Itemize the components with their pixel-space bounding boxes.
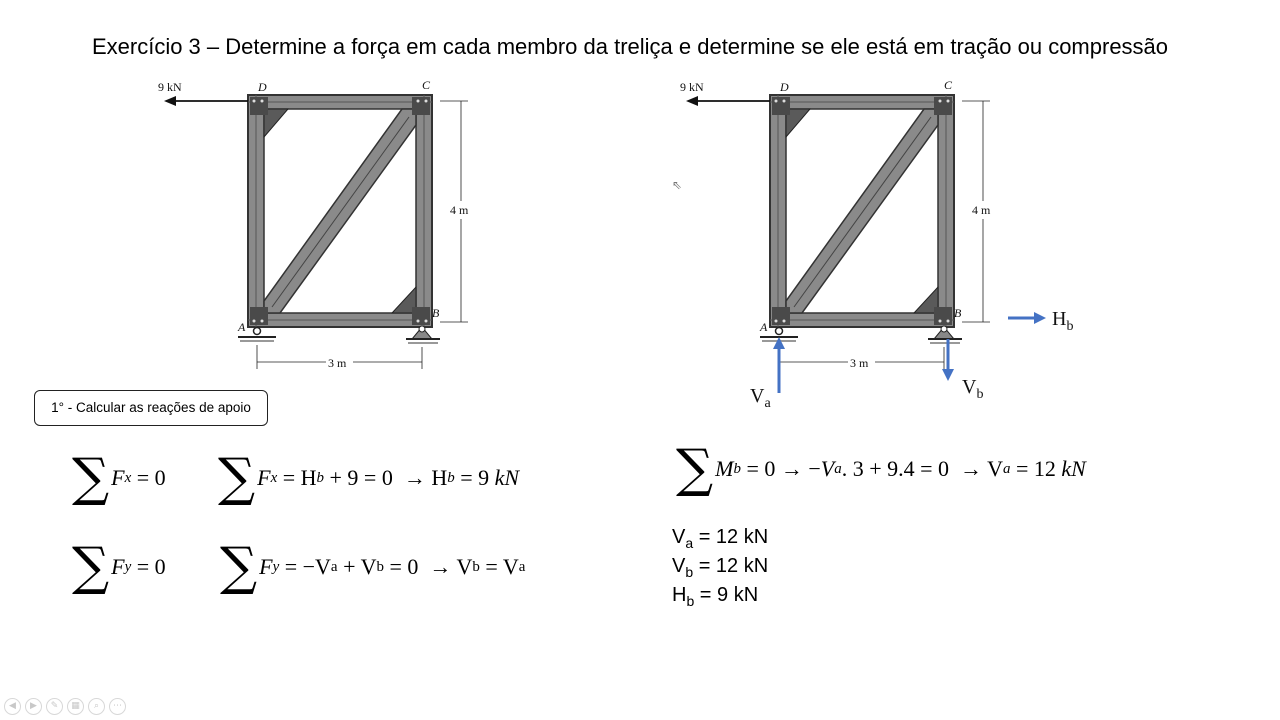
sum-symbol: ∑ — [676, 439, 714, 499]
more-options-icon[interactable]: ⋯ — [109, 698, 126, 715]
result-hb: $H_b = 9$ kN — [672, 584, 759, 609]
truss-figure-left — [150, 75, 490, 375]
node-a-label: A — [238, 320, 246, 334]
slideshow-controls — [4, 698, 126, 715]
width-dimension: 3 m — [850, 356, 869, 370]
slide-title: Exercício 3 – Determine a força em cada membro da treliça e determine se ele está em tração ou compressão — [91, 34, 1169, 59]
pen-icon[interactable]: ✎ — [46, 698, 63, 715]
width-dimension: 3 m — [328, 356, 347, 370]
reaction-hb-arrow — [1008, 312, 1046, 324]
zoom-icon[interactable]: ⌕ — [88, 698, 105, 715]
next-slide-icon[interactable]: ▶ — [25, 698, 42, 715]
node-c-label: C — [422, 78, 431, 92]
node-c-label: C — [944, 78, 953, 92]
step-label-box: 1° - Calcular as reações de apoio — [34, 390, 268, 426]
previous-slide-icon[interactable]: ◀ — [4, 698, 21, 715]
load-label: 9 kN — [158, 80, 182, 94]
node-a-label: A — [760, 320, 768, 334]
sum-fy-solution: ∑ F y = −V a + V b = 0 → V b = V a — [220, 537, 526, 597]
result-va: $V_a = 12$ kN — [672, 526, 769, 551]
node-d-label: D — [780, 80, 789, 94]
height-dimension: 4 m — [450, 203, 469, 217]
truss-figure-right — [672, 75, 1112, 415]
result-vb: $V_b = 12$ kN — [672, 555, 769, 580]
node-d-label: D — [258, 80, 267, 94]
vb-label: $V_b$ — [962, 376, 984, 402]
sum-symbol: ∑ — [220, 537, 258, 597]
sum-fx-equation: ∑ F x = 0 — [72, 448, 166, 508]
sum-fx-solution: ∑ F x = H b + 9 = 0 → H b = 9 kN — [218, 448, 520, 508]
mouse-cursor-icon: ⇖ — [672, 178, 683, 192]
reaction-va-arrow — [773, 337, 785, 393]
slides-grid-icon[interactable]: ▦ — [67, 698, 84, 715]
node-b-label: B — [432, 306, 440, 320]
load-label: 9 kN — [680, 80, 704, 94]
truss-drawing — [686, 95, 990, 369]
sum-symbol: ∑ — [72, 448, 110, 508]
sum-symbol: ∑ — [72, 537, 110, 597]
va-label: $V_a$ — [750, 385, 771, 411]
sum-fy-equation: ∑ F y = 0 — [72, 537, 166, 597]
height-dimension: 4 m — [972, 203, 991, 217]
sum-symbol: ∑ — [218, 448, 256, 508]
node-b-label: B — [954, 306, 962, 320]
hb-label: $H_b$ — [1052, 308, 1074, 334]
truss-drawing — [164, 95, 468, 369]
sum-moment-b-equation: ∑ M b = 0 → − V a . 3 + 9.4 = 0 → V a = 12 kN — [676, 439, 1086, 499]
